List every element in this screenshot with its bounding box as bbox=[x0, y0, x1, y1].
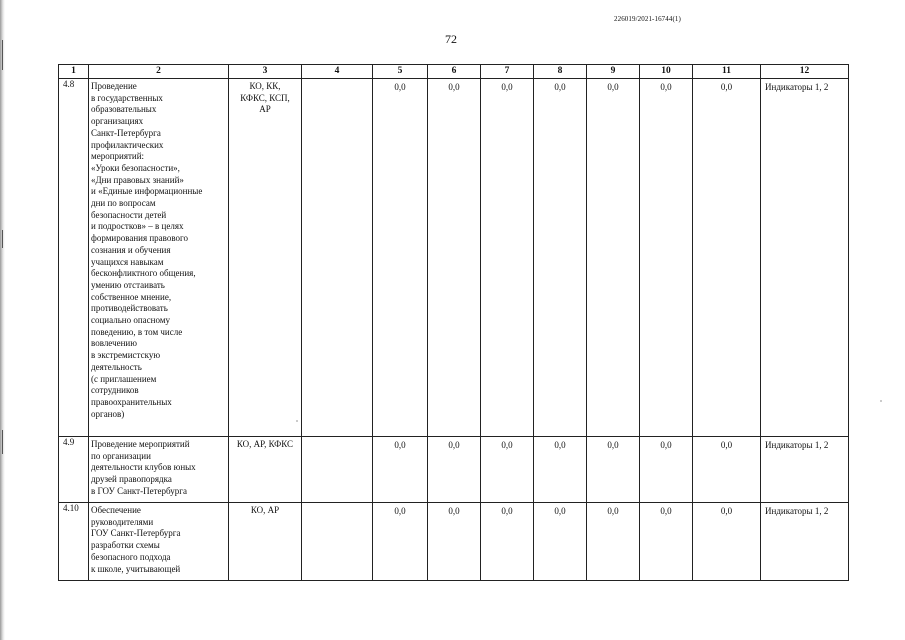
row-number: 4.10 bbox=[59, 503, 89, 581]
row-value: 0,0 bbox=[587, 437, 640, 503]
column-header: 12 bbox=[761, 65, 849, 79]
table-row bbox=[59, 503, 849, 581]
column-header: 8 bbox=[534, 65, 587, 79]
row-value: 0,0 bbox=[693, 79, 761, 437]
scan-mark bbox=[2, 430, 3, 454]
row-value: 0,0 bbox=[534, 437, 587, 503]
scan-edge bbox=[0, 0, 5, 640]
column-header: 4 bbox=[302, 65, 373, 79]
row-value: 0,0 bbox=[428, 503, 481, 581]
row-actors bbox=[229, 503, 302, 581]
column-header: 5 bbox=[373, 65, 428, 79]
row-description: Проведение в государственных образовательных организациях Санкт-Петербурга профилактических мероприятий: «Уроки безопасности», «Дни правовых знаний» и «Единые информационные дни по вопросам безопасности детей и подростков» – в целях формирования правового сознания и обучения учащихся навыкам бесконфликтного общения, умению отстаивать собственное мнение, противодействовать социально опасному поведению, в том числе вовлечению в экстремистскую деятельность (с приглашением сотрудников правоохранительных органов) bbox=[89, 79, 229, 437]
row-number: 4.8 bbox=[59, 79, 89, 437]
row-value: 0,0 bbox=[693, 503, 761, 581]
measures-table bbox=[58, 64, 849, 581]
column-header: 6 bbox=[428, 65, 481, 79]
row-value: 0,0 bbox=[481, 79, 534, 437]
row-indicators: Индикаторы 1, 2 bbox=[761, 79, 849, 437]
row-value: 0,0 bbox=[640, 437, 693, 503]
row-col4 bbox=[302, 503, 373, 581]
row-value: 0,0 bbox=[373, 79, 428, 437]
row-value: 0,0 bbox=[373, 437, 428, 503]
row-description: Проведение мероприятий по организации деятельности клубов юных друзей правопорядка в ГОУ Санкт-Петербурга bbox=[89, 437, 229, 503]
row-number: 4.9 bbox=[59, 437, 89, 503]
scan-mark bbox=[2, 40, 3, 70]
row-value: 0,0 bbox=[428, 79, 481, 437]
row-value: 0,0 bbox=[640, 79, 693, 437]
row-value: 0,0 bbox=[534, 79, 587, 437]
column-header: 3 bbox=[229, 65, 302, 79]
row-value: 0,0 bbox=[587, 503, 640, 581]
column-header: 7 bbox=[481, 65, 534, 79]
table-row bbox=[59, 79, 849, 437]
scan-speck bbox=[296, 420, 298, 422]
row-description: Обеспечение руководителями ГОУ Санкт-Петербурга разработки схемы безопасного подхода к школе, учитывающей bbox=[89, 503, 229, 581]
column-header: 2 bbox=[89, 65, 229, 79]
row-col4 bbox=[302, 437, 373, 503]
row-value: 0,0 bbox=[373, 503, 428, 581]
row-value: 0,0 bbox=[587, 79, 640, 437]
row-value: 0,0 bbox=[693, 437, 761, 503]
row-actors-text: КО, КК, КФКС, КСП, АР bbox=[240, 81, 290, 115]
row-actors-text: КО, АР, КФКС bbox=[236, 439, 294, 449]
row-value: 0,0 bbox=[428, 437, 481, 503]
row-value: 0,0 bbox=[640, 503, 693, 581]
document-id: 226019/2021-16744(1) bbox=[614, 15, 681, 23]
header-row bbox=[59, 65, 849, 79]
row-actors-text: КО, АР bbox=[250, 505, 280, 515]
row-value: 0,0 bbox=[481, 437, 534, 503]
row-value: 0,0 bbox=[481, 503, 534, 581]
row-indicators: Индикаторы 1, 2 bbox=[761, 437, 849, 503]
row-col4 bbox=[302, 79, 373, 437]
column-header: 9 bbox=[587, 65, 640, 79]
column-header: 10 bbox=[640, 65, 693, 79]
table-row bbox=[59, 437, 849, 503]
row-actors bbox=[229, 79, 302, 437]
scan-speck bbox=[880, 400, 882, 402]
row-value: 0,0 bbox=[534, 503, 587, 581]
row-actors bbox=[229, 437, 302, 503]
page-number: 72 bbox=[445, 32, 457, 46]
row-indicators: Индикаторы 1, 2 bbox=[761, 503, 849, 581]
scan-mark bbox=[2, 230, 3, 248]
column-header: 1 bbox=[59, 65, 89, 79]
column-header: 11 bbox=[693, 65, 761, 79]
